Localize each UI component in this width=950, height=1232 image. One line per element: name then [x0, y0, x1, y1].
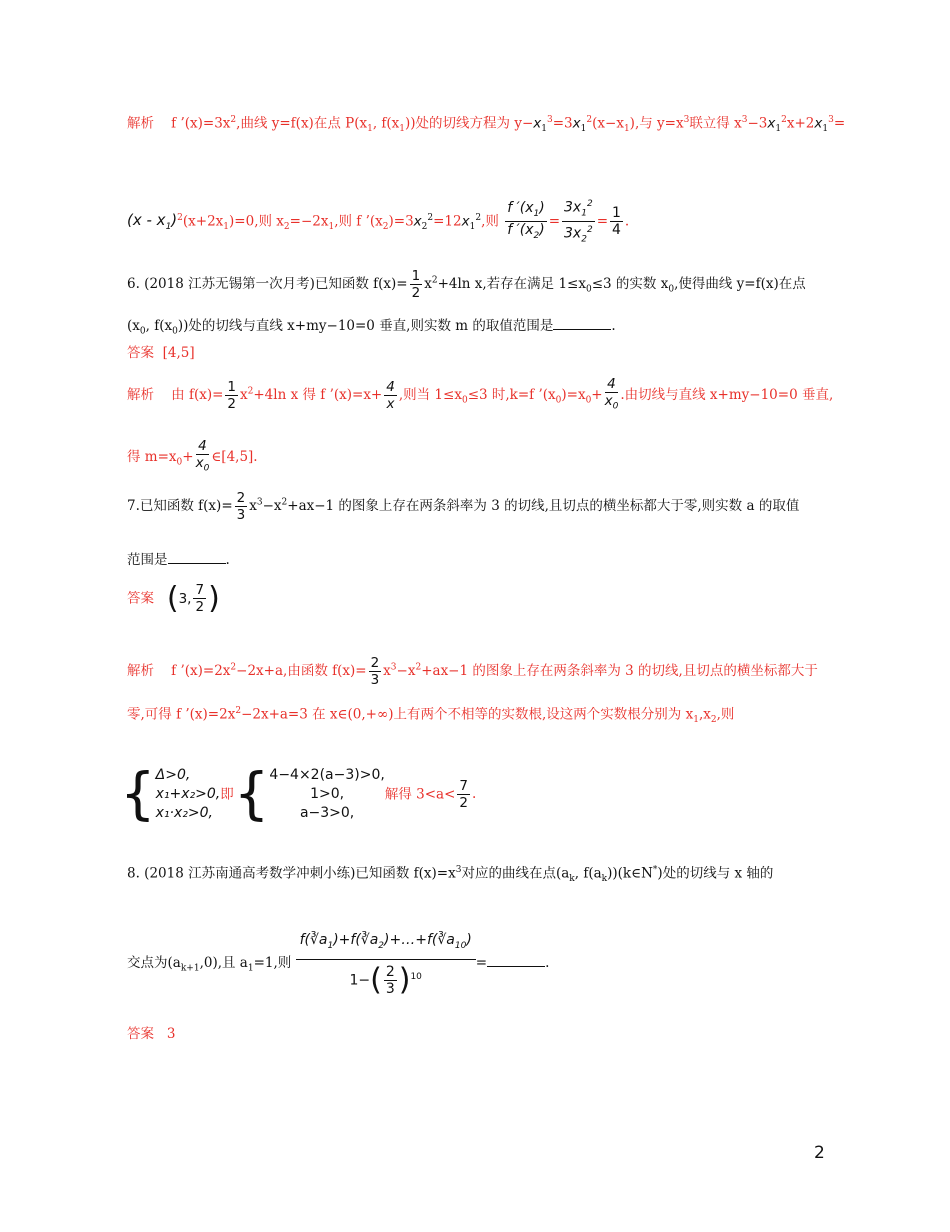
- q5-analysis-line2: $(x - x_1)^2(x+2x_1)=0$,则 $x_2=-2x_1$,则 f $’(x_2)=3x_2^2=12x_1^2$,则 $\frac{f '(x_1)}{f '(x_2)}$ = $\frac{3x_1^2}{3x_2^2}$ = $\frac{1}{4}$ .: [127, 196, 629, 248]
- q8-answer: 答案 3: [127, 1026, 176, 1042]
- q7-system: { Δ>0, x₁+x₂>0, x₁·x₂>0, 即{ 4−4×2(a−3)>0, 1>0, a−3>0, 解得 3<a< $\frac{7}{2}$ .: [120, 761, 477, 827]
- q7-stem-line1: 7.已知函数 f(x)= $\frac{2}{3}$ $x^3-x^2+ax-1$ 的图象上存在两条斜率为 3 的切线,且切点的横坐标都大于零,则实数 a 的取值: [127, 490, 800, 523]
- q8-stem-line1: 8. (2018 江苏南通高考数学冲刺小练)已知函数 $f(x)=x^3$对应的曲线在点($a_k$, $f(a_k))(k\in N^*)$处的切线与 x 轴的: [127, 865, 774, 885]
- system-1: Δ>0, x₁+x₂>0, x₁·x₂>0,: [155, 767, 221, 821]
- q7-stem-line2: 范围是 .: [127, 552, 230, 568]
- q8-stem-line2: 交点为$(a_{k+1},0)$,且 $a_1=1$,则 $f(∛a_1)+f(∛a_2)+\dots+f(∛a_{10})$ 1−( $\frac{2}{3}$ )$^{10}$ = .: [127, 932, 550, 998]
- system-2: 4−4×2(a−3)>0, 1>0, a−3>0,: [269, 767, 385, 821]
- q6-stem-line2: ($x_0$, $f(x_0)$)处的切线与直线 x+my−10=0 垂直,则实数 m 的取值范围是 .: [127, 318, 616, 337]
- q6-answer: 答案 [4,5]: [127, 345, 195, 361]
- answer-blank: [487, 954, 545, 967]
- q7-analysis-line2: 零,可得 f $’(x)=2x^2-2x+a=3$ 在 x∈(0,+∞)上有两个不相等的实数根,设这两个实数根分别为 $x_1,x_2$,则: [127, 706, 735, 726]
- answer-blank: [168, 551, 226, 564]
- q5-analysis-line1: 解析 f $’(x)=3x^2$,曲线 y=f(x)在点 $P(x_1$, $f(x_1)$)处的切线方程为 $y-x_1^3=3x_1^2(x-x_1)$,与 $y=x^3$联立得 $x^3-3x_1^2x+2x_1^3=$: [127, 115, 846, 135]
- q7-analysis-line1: 解析 f $’(x)=2x^2-2x+a$,由函数 f(x)= $\frac{2}{3}$ $x^3-x^2+ax-1$ 的图象上存在两条斜率为 3 的切线,且切点的横坐标都大于: [127, 655, 818, 688]
- answer-blank: [553, 317, 611, 330]
- q7-answer: 答案 (3, $\frac{7}{2}$ ): [127, 580, 220, 616]
- q6-analysis-line1: 解析 由 f(x)= $\frac{1}{2}$ $x^2+4\ln$ x 得 f ’(x)=x+ $\frac{4}{x}$ ,则当 $1\le x_0\le 3$ 时,k=f $’(x_0)=x_0+$ $\frac{4}{x_0}$ .由切线与直线 x+my−10=0 垂直,: [127, 376, 834, 412]
- q8-fraction: $f(∛a_1)+f(∛a_2)+\dots+f(∛a_{10})$ 1−( $\frac{2}{3}$ )$^{10}$: [296, 930, 476, 997]
- analysis-label: 解析: [127, 115, 154, 132]
- q6-analysis-line2: 得 $m=x_0+$ $\frac{4}{x_0}$ ∈[4,5].: [127, 438, 258, 474]
- page-number: 2: [814, 1143, 825, 1163]
- q6-stem-line1: 6. (2018 江苏无锡第一次月考)已知函数 f(x)= $\frac{1}{2}$ $x^2+4\ln$ x,若存在满足 $1\le x_0\le 3$ 的实数 $x_0$,使得曲线 y=f(x)在点: [127, 268, 806, 301]
